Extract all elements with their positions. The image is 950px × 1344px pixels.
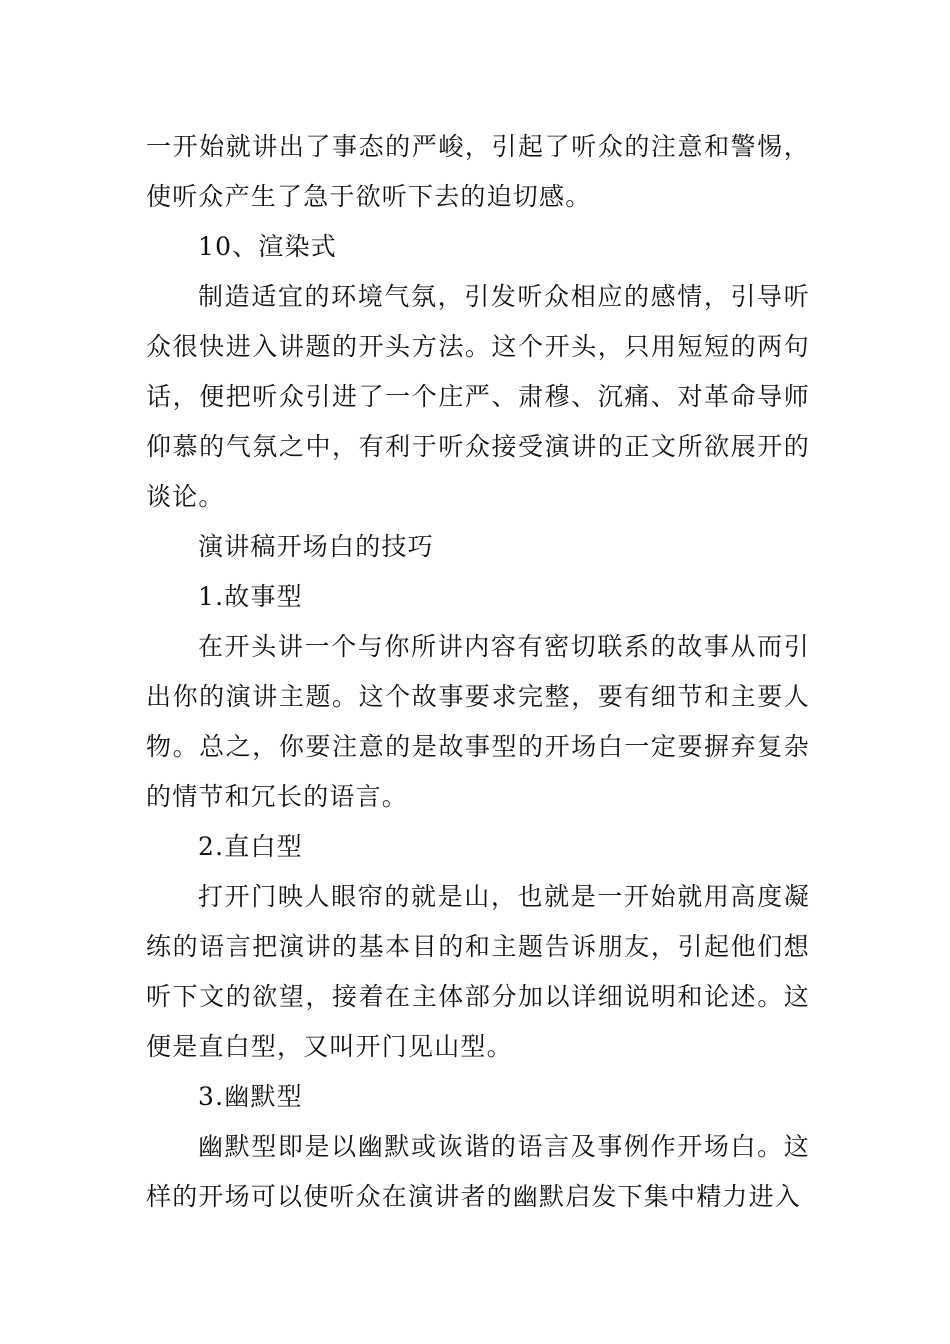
section-title-opening-techniques: 演讲稿开场白的技巧 — [198, 532, 434, 561]
document-body — [146, 122, 810, 1222]
paragraph-story-type: 在开头讲一个与你所讲内容有密切联系的故事从而引出你的演讲主题。这个故事要求完整，要有细节和主要人物。总之，你要注意的是故事型的开场白一定要摒弃复杂的情节和冗长的语言。 — [146, 632, 810, 811]
heading-direct-type: 2.直白型 — [198, 832, 303, 861]
heading-humor-type: 3.幽默型 — [198, 1082, 303, 1111]
paragraph-continuation: 一开始就讲出了事态的严峻，引起了听众的注意和警惕，使听众产生了急于欲听下去的迫切感。 — [146, 132, 810, 211]
paragraph-rendering-description: 制造适宜的环境气氛，引发听众相应的感情，引导听众很快进入讲题的开头方法。这个开头，只用短短的两句话，便把听众引进了一个庄严、肃穆、沉痛、对革命导师仰慕的气氛之中，有利于听众接受演讲的正文所欲展开的谈论。 — [146, 282, 810, 511]
paragraph-humor-type: 幽默型即是以幽默或诙谐的语言及事例作开场白。这样的开场可以使听众在演讲者的幽默启发下集中精力进入 — [146, 1132, 810, 1211]
paragraph-direct-type: 打开门映人眼帘的就是山，也就是一开始就用高度凝练的语言把演讲的基本目的和主题告诉朋友，引起他们想听下文的欲望，接着在主体部分加以详细说明和论述。这便是直白型，又叫开门见山型。 — [146, 882, 810, 1061]
heading-rendering-style: 10、渲染式 — [198, 232, 338, 261]
heading-story-type: 1.故事型 — [198, 582, 303, 611]
